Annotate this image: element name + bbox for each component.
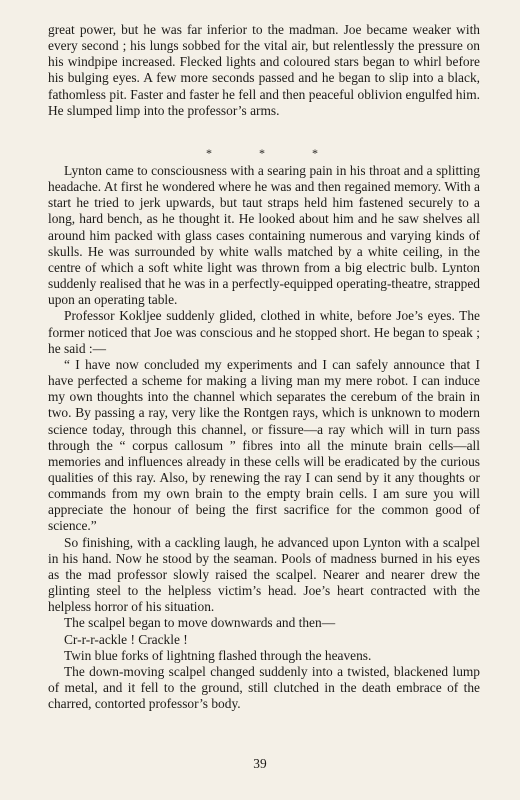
section-separator: * * * <box>206 146 340 160</box>
paragraph: The scalpel began to move downwards and then— <box>64 615 336 631</box>
paragraph-quote: “ I have now concluded my experiments and I can safely announce that I have perfected a scheme for making a living man my mere robot. I can induce my own thoughts into the channel which separates the cerebum of the brain in two. By passing a ray, very like the Rontgen rays, which is unknown to modern science today, through this channel, or fissure—a ray which will in turn pass through the “ corpus callosum ” fibres into all the minute brain cells—all memories and influences already in these cells will be eradicated by the curious qualities of this ray. Also, by renewing the ray I can send by it any thoughts or commands from my own brain to the empty brain cells. I am sure you will appreciate the honour of being the first sacrifice for the common good of science.” <box>48 356 480 534</box>
paragraph: Cr-r-r-ackle ! Crackle ! <box>64 631 188 647</box>
paragraph: Professor Kokljee suddenly glided, clothed in white, before Joe’s eyes. The former noticed that Joe was conscious and he stopped short. He began to speak ; he said :— <box>48 308 480 356</box>
text-block-main <box>48 163 480 712</box>
paragraph: The down-moving scalpel changed suddenly into a twisted, blackened lump of metal, and it fell to the ground, still clutched in the death embrace of the charred, contorted professor’s body. <box>48 663 480 712</box>
page-number: 39 <box>253 756 267 771</box>
paragraph: great power, but he was far inferior to the madman. Joe became weaker with every second ; his lungs sobbed for the vital air, but relentlessly the pressure on his windpipe increased. Flecked lights and coloured stars began to whirl before his bulging eyes. A few more seconds passed and he began to slip into a black, fathomless pit. Faster and faster he fell and then peaceful oblivion engulfed him. He slumped limp into the professor’s arms. <box>48 22 480 118</box>
paragraph: Twin blue forks of lightning flashed through the heavens. <box>64 647 372 663</box>
paragraph: Lynton came to consciousness with a searing pain in his throat and a splitting headache. At first he wondered where he was and then regained memory. With a start he tried to jerk upwards, but taut straps held him fastened securely to a long, hard bench, as he thought it. He looked about him and he saw shelves all around him packed with glass cases containing numerous and varying kinds of skulls. He was surrounded by white walls matched by a white ceiling, in the centre of which a soft white light was thrown from a big electric bulb. Lynton suddenly realised that he was in a perfectly-equipped operating-theatre, strapped upon an operating table. <box>48 163 480 308</box>
paragraph: So finishing, with a cackling laugh, he advanced upon Lynton with a scalpel in his hand. Now he stood by the seaman. Pools of madness burned in his eyes as the mad professor slowly raised the scalpel. Nearer and nearer drew the glinting steel to the helpless victim’s head. Joe’s heart contracted with the helpless horror of his situation. <box>48 534 480 615</box>
text-block-top <box>48 22 480 119</box>
